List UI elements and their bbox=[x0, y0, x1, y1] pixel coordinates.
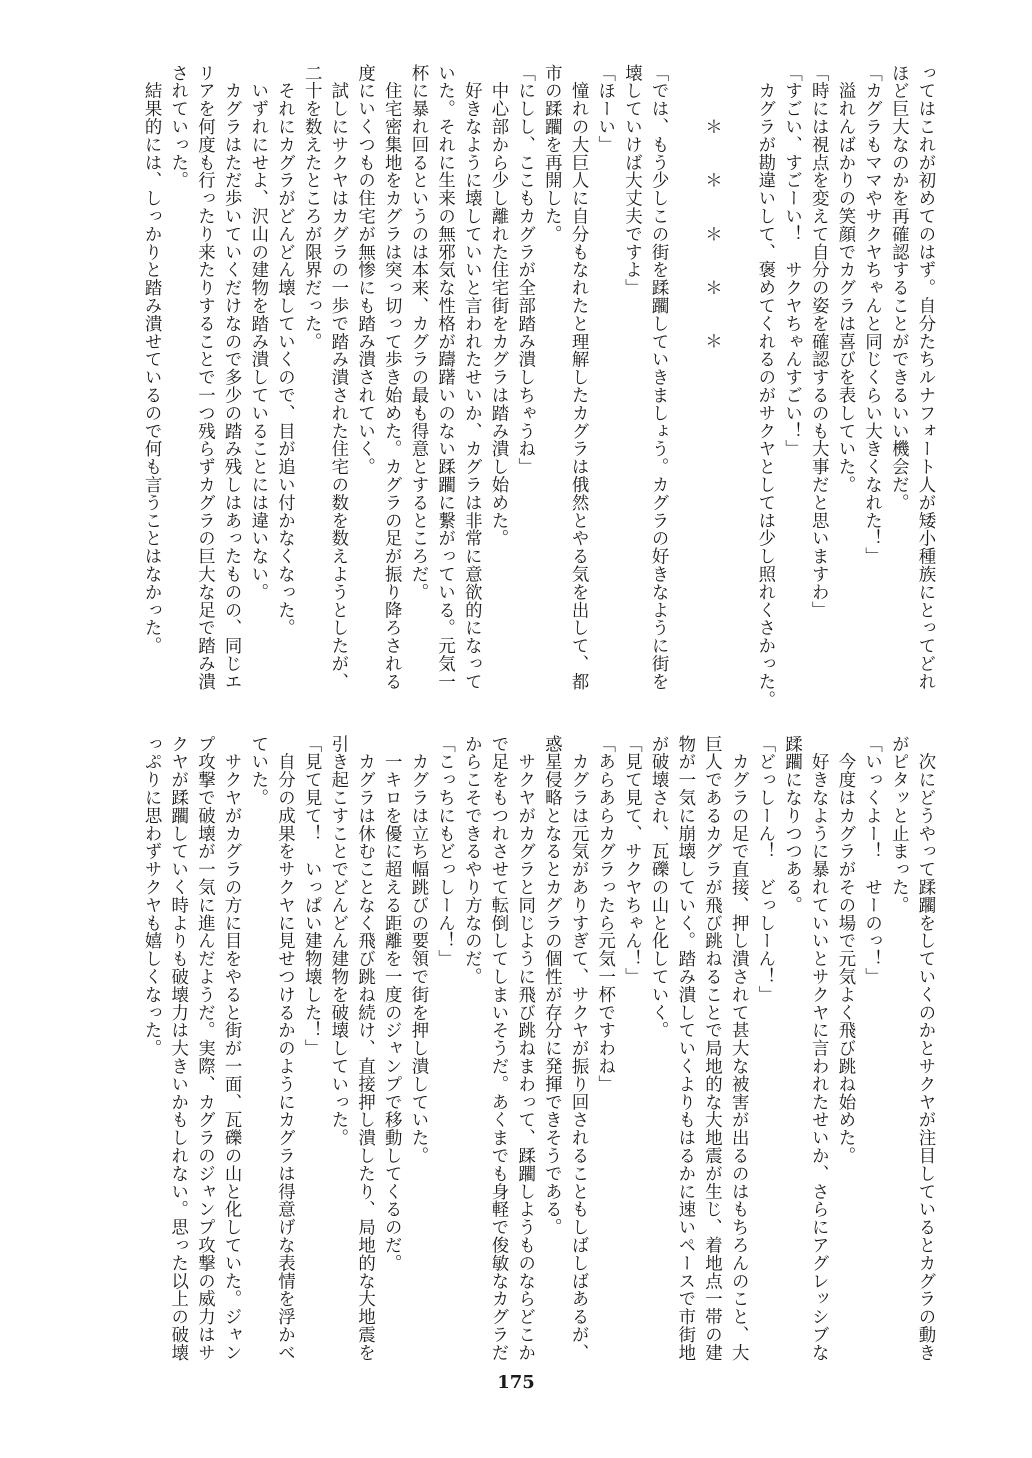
text-column: 度にいくつもの住宅が無惨にも踏み潰されていく。 bbox=[354, 64, 375, 476]
text-column: ってはこれが初めてのはず。自分たちルナフォート人が矮小種族にとってどれ bbox=[915, 64, 935, 691]
text-column: ＊ ＊ ＊ ＊ ＊ bbox=[701, 64, 722, 351]
text-column: 中心部から少し離れた住宅街をカグラは踏み潰し始めた。 bbox=[488, 64, 508, 548]
text-column: 「カグラもママやサクヤちゃんと同じくらい大きくなれた！」 bbox=[861, 64, 882, 566]
text-column: それにカグラがどんどん壊していくので、目が追い付かなくなった。 bbox=[274, 64, 295, 637]
text-column: 「見て見て、サクヤちゃん！」 bbox=[621, 735, 642, 986]
text-column: 「どっしーん！ どっしーん！」 bbox=[754, 735, 775, 1004]
text-column: 「見て見て！ いっぱい建物壊した！」 bbox=[301, 735, 322, 1058]
text-column: 巨人であるカグラが飛び跳ねることで局地的な大地震が生じ、着地点一帯の建 bbox=[701, 735, 722, 1362]
text-column: 住宅密集地をカグラは突っ切って歩き始めた。カグラの足が振り降ろされる bbox=[381, 64, 402, 691]
text-column: 溢れんばかりの笑顔でカグラは喜びを表していた。 bbox=[834, 64, 855, 494]
text-column: リアを何度も行ったり来たりすることで一つ残らずカグラの巨大な足で踏み潰 bbox=[194, 64, 215, 691]
text-column: 憧れの大巨人に自分もなれたと理解したカグラは俄然とやる気を出して、都 bbox=[568, 64, 589, 691]
text-column: が破壊され、瓦礫の山と化していく。 bbox=[648, 735, 669, 1040]
text-column: カグラは休むことなく飛び跳ね続け、直接押し潰したり、局地的な大地震を bbox=[354, 735, 375, 1362]
text-column: 「あらあらカグラったら元気一杯ですわね」 bbox=[594, 735, 615, 1093]
text-column: 二十を数えたところが限界だった。 bbox=[301, 64, 322, 351]
text-column: 結果的には、しっかりと踏み潰せているので何も言うことはなかった。 bbox=[141, 64, 162, 655]
text-column: サクヤがカグラと同じように飛び跳ねまわって、蹂躙しようものならどこか bbox=[514, 735, 535, 1362]
text-column: カグラは元気がありすぎて、サクヤが振り回されることもしばしばあるが、 bbox=[568, 735, 589, 1362]
text-column: っぷりに思わずサクヤも嬉しくなった。 bbox=[141, 735, 162, 1058]
text-column: 杯に暴れ回るというのは本来、カグラの最も得意とするところだ。 bbox=[407, 64, 428, 601]
text-column: プ攻撃で破壊が一気に進んだようだ。実際、カグラのジャンプ攻撃の威力はサ bbox=[194, 735, 215, 1362]
text-column: がピタッと止まった。 bbox=[888, 735, 909, 914]
text-column: 「いっくよー！ せーのっ！」 bbox=[861, 735, 882, 986]
text-column: 「にしし、ここもカグラが全部踏み潰しちゃうね」 bbox=[514, 64, 535, 476]
text-column: 次にどうやって蹂躙をしていくのかとサクヤが注目しているとカグラの動き bbox=[915, 735, 935, 1362]
text-column: 好きなように暴れていいとサクヤに言われたせいか、さらにアグレッシブな bbox=[808, 735, 829, 1362]
text-column: からこそできるやり方なのだ。 bbox=[461, 735, 482, 986]
text-block-top bbox=[128, 64, 938, 709]
text-column: 「すごい、すごーい！ サクヤちゃんすごい！」 bbox=[781, 64, 802, 458]
text-column: 引き起こすことでどんどん建物を破壊していった。 bbox=[327, 735, 348, 1147]
text-column: いずれにせよ、沢山の建物を踏み潰していることには違いない。 bbox=[247, 64, 268, 601]
text-column bbox=[671, 64, 698, 704]
text-column: 壊していけば大丈夫ですよ」 bbox=[621, 64, 642, 297]
text-column: カグラはただ歩いていくだけなので多少の踏み残しはあったものの、同じエ bbox=[221, 64, 242, 691]
text-column: 惑星侵略となるとカグラの個性が存分に発揮できそうである。 bbox=[541, 735, 562, 1237]
text-column: 物が一気に崩壊していく。踏み潰していくよりもはるかに速いペースで市街地 bbox=[674, 735, 695, 1362]
text-column: 「では、もう少しこの街を蹂躙していきましょう。カグラの好きなように街を bbox=[648, 64, 669, 691]
text-column: 市の蹂躙を再開した。 bbox=[541, 64, 562, 243]
text-column: 「ほーい」 bbox=[594, 64, 615, 154]
text-column: クヤが蹂躙していく時よりも破壊力は大きいかもしれない。思った以上の破壊 bbox=[167, 735, 188, 1362]
text-column: カグラは立ち幅跳びの要領で街を押し潰していた。 bbox=[407, 735, 428, 1165]
page-number: 175 bbox=[497, 1372, 535, 1393]
text-column: で足をもつれさせて転倒してしまいそうだ。あくまでも身軽で俊敏なカグラだ bbox=[488, 735, 508, 1362]
text-column: 好きなように壊していいと言われたせいか、カグラは非常に意欲的になって bbox=[461, 64, 482, 691]
text-column: 「時には視点を変えて自分の姿を確認するのも大事だと思いますわ」 bbox=[808, 64, 829, 619]
text-column: ていた。 bbox=[247, 735, 268, 807]
text-column: 「こっちにもどっしーん！」 bbox=[434, 735, 455, 968]
text-column bbox=[725, 64, 752, 704]
text-column: 自分の成果をサクヤに見せつけるかのようにカグラは得意げな表情を浮かべ bbox=[274, 735, 295, 1362]
text-column: 一キロを優に超える距離を一度のジャンプで移動してくるのだ。 bbox=[381, 735, 402, 1272]
text-column: 今度はカグラがその場で元気よく飛び跳ね始めた。 bbox=[834, 735, 855, 1165]
text-column: カグラの足で直接、押し潰されて甚大な被害が出るのはもちろんのこと、大 bbox=[728, 735, 749, 1362]
text-column: ほど巨大なのかを再確認することができるいい機会だ。 bbox=[888, 64, 909, 512]
text-column: いた。それに生来の無邪気な性格が躊躇いのない蹂躙に繋がっている。元気一 bbox=[434, 64, 455, 691]
text-column: 蹂躙になりつつある。 bbox=[781, 735, 802, 914]
text-column: されていった。 bbox=[167, 64, 188, 190]
text-block-bottom bbox=[128, 735, 938, 1375]
text-column: サクヤがカグラの方に目をやると街が一面、瓦礫の山と化していた。ジャン bbox=[221, 735, 242, 1362]
text-column: 試しにサクヤはカグラの一歩で踏み潰された住宅の数を数えようとしたが、 bbox=[327, 64, 348, 691]
text-column: カグラが勘違いして、褒めてくれるのがサクヤとしては少し照れくさかった。 bbox=[754, 64, 775, 709]
